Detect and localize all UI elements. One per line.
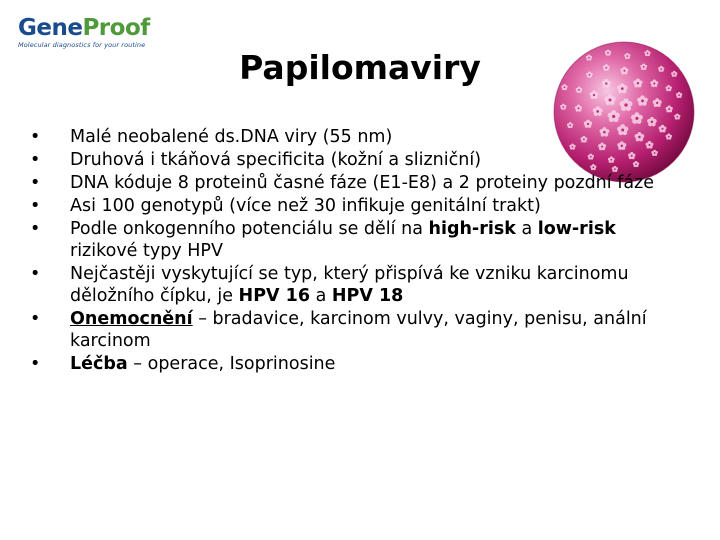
bullet-dot: • <box>30 354 41 374</box>
bullet-text: a <box>515 219 538 239</box>
bullet-dot: • <box>30 127 41 147</box>
bullet-dot: • <box>30 150 41 170</box>
bullet-dot: • <box>30 173 41 193</box>
bullet-item <box>30 353 670 375</box>
bullet-item <box>30 195 670 217</box>
bullet-text: Malé neobalené ds.DNA viry (55 nm) <box>70 127 393 147</box>
bullet-text: Asi 100 genotypů (více než 30 infikuje genitální trakt) <box>70 196 541 216</box>
bullet-item <box>30 218 670 262</box>
bullet-text: DNA kóduje 8 proteinů časné fáze (E1-E8) a 2 proteiny pozdní fáze <box>70 173 655 193</box>
bullet-dot: • <box>30 309 41 329</box>
bullet-item <box>30 172 670 194</box>
logo-proof: Proof <box>82 15 150 41</box>
bullet-bold-underlined: Onemocnění <box>70 309 193 329</box>
bullet-text: Podle onkogenního potenciálu se dělí na <box>70 219 429 239</box>
bullet-dot: • <box>30 264 41 284</box>
bullet-bold: HPV 16 <box>238 286 311 306</box>
bullet-text: – operace, Isoprinosine <box>127 354 336 374</box>
bullet-text: rizikové typy HPV <box>70 241 223 261</box>
bullet-bold: HPV 18 <box>331 286 404 306</box>
bullet-text: Nejčastěji vyskytující se typ, který přispívá ke vzniku karcinomu děložního čípku, je <box>70 264 629 306</box>
bullet-item <box>30 308 670 352</box>
slide-title: Papilomaviry <box>239 48 481 87</box>
logo-gene: Gene <box>18 15 83 41</box>
bullet-bold: Léčba <box>70 354 128 374</box>
bullet-item <box>30 149 670 171</box>
bullet-dot: • <box>30 219 41 239</box>
bullet-list <box>30 126 670 376</box>
bullet-item <box>30 126 670 148</box>
bullet-bold: low-risk <box>537 219 616 239</box>
bullet-text: a <box>310 286 332 306</box>
logo-tagline: Molecular diagnostics for your routine <box>18 41 146 49</box>
bullet-bold: high-risk <box>428 219 516 239</box>
bullet-text: – bradavice, karcinom vulvy, vaginy, penisu, anální karcinom <box>70 309 647 351</box>
bullet-item <box>30 263 670 307</box>
geneproof-logo <box>18 16 148 52</box>
logo-wordmark <box>18 16 148 40</box>
bullet-dot: • <box>30 196 41 216</box>
bullet-text: Druhová i tkáňová specificita (kožní a slizniční) <box>70 150 482 170</box>
